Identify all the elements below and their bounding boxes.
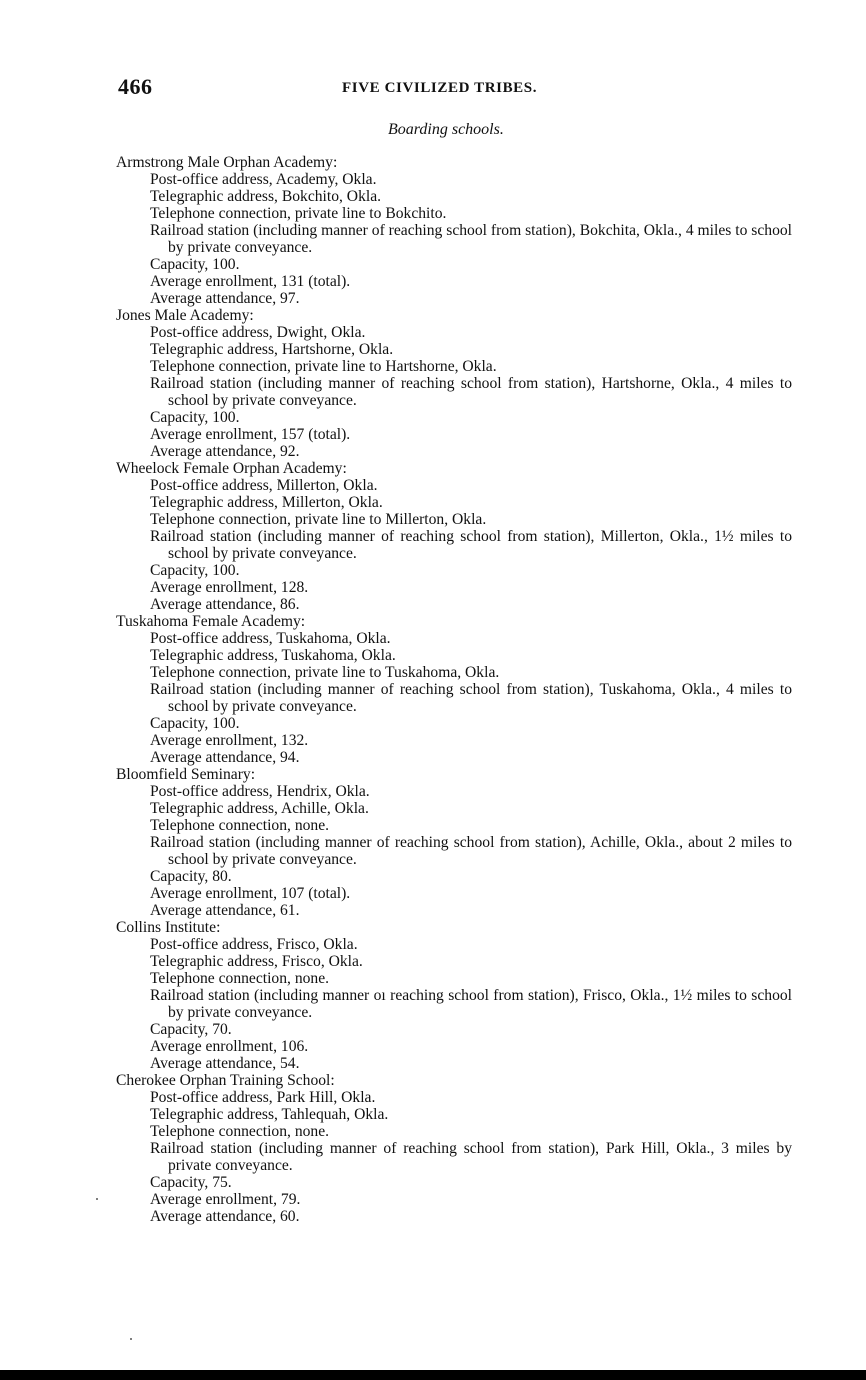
school-detail-line: Capacity, 80. xyxy=(150,868,232,885)
school-details xyxy=(116,936,792,1072)
school-detail-line: Telephone connection, none. xyxy=(150,817,330,834)
school-detail-line: Post-office address, Park Hill, Okla. xyxy=(150,1089,376,1106)
school-entry xyxy=(116,919,792,1072)
school-entry xyxy=(116,307,792,460)
school-detail-line: Average enrollment, 132. xyxy=(150,732,309,749)
school-details xyxy=(116,630,792,766)
school-detail-line: Telephone connection, none. xyxy=(150,970,330,987)
school-detail-line: Telephone connection, private line to Millerton, Okla. xyxy=(150,511,487,528)
school-detail-line: Railroad station (including manner of reaching school from station), Achille, Okla., about 2 miles to school by private conveyance. xyxy=(150,834,792,868)
school-detail-line: Railroad station (including manner of reaching school from station), Millerton, Okla., 1½ miles to school by private conveyance. xyxy=(150,528,792,562)
school-detail-line: Average attendance, 54. xyxy=(150,1055,300,1072)
school-detail-line: Average attendance, 61. xyxy=(150,902,300,919)
school-detail-line: Capacity, 100. xyxy=(150,256,240,273)
school-entry xyxy=(116,613,792,766)
school-name: Bloomfield Seminary: xyxy=(116,766,256,783)
school-details xyxy=(116,1089,792,1225)
school-detail-line: Telephone connection, none. xyxy=(150,1123,330,1140)
school-detail-line: Post-office address, Millerton, Okla. xyxy=(150,477,378,494)
school-detail-line: Railroad station (including manner of reaching school from station), Bokchita, Okla., 4 miles to school by private conveyance. xyxy=(150,222,792,256)
school-entry xyxy=(116,460,792,613)
school-detail-line: Telegraphic address, Tahlequah, Okla. xyxy=(150,1106,389,1123)
school-details xyxy=(116,783,792,919)
school-details xyxy=(116,477,792,613)
school-detail-line: Telephone connection, private line to Bokchito. xyxy=(150,205,447,222)
school-name: Armstrong Male Orphan Academy: xyxy=(116,154,338,171)
scan-speck xyxy=(130,1338,132,1340)
school-detail-line: Capacity, 100. xyxy=(150,562,240,579)
school-detail-line: Average enrollment, 106. xyxy=(150,1038,309,1055)
school-detail-line: Telephone connection, private line to Tuskahoma, Okla. xyxy=(150,664,500,681)
school-details xyxy=(116,324,792,460)
running-head: FIVE CIVILIZED TRIBES. xyxy=(342,80,538,96)
school-detail-line: Average enrollment, 79. xyxy=(150,1191,301,1208)
page-number: 466 xyxy=(118,74,153,99)
school-detail-line: Post-office address, Dwight, Okla. xyxy=(150,324,366,341)
page-bottom-edge xyxy=(0,1370,866,1380)
school-entries xyxy=(116,154,792,1225)
school-detail-line: Telegraphic address, Bokchito, Okla. xyxy=(150,188,382,205)
school-detail-line: Average attendance, 97. xyxy=(150,290,300,307)
section-heading: Boarding schools. xyxy=(388,121,504,138)
school-detail-line: Average enrollment, 107 (total). xyxy=(150,885,351,902)
school-detail-line: Average enrollment, 157 (total). xyxy=(150,426,351,443)
school-detail-line: Capacity, 75. xyxy=(150,1174,232,1191)
school-detail-line: Capacity, 100. xyxy=(150,409,240,426)
school-detail-line: Capacity, 100. xyxy=(150,715,240,732)
school-name: Collins Institute: xyxy=(116,919,221,936)
school-detail-line: Average attendance, 92. xyxy=(150,443,300,460)
school-name: Wheelock Female Orphan Academy: xyxy=(116,460,347,477)
school-detail-line: Capacity, 70. xyxy=(150,1021,232,1038)
school-detail-line: Telegraphic address, Frisco, Okla. xyxy=(150,953,363,970)
school-name: Tuskahoma Female Academy: xyxy=(116,613,306,630)
school-details xyxy=(116,171,792,307)
school-detail-line: Railroad station (including manner of reaching school from station), Hartshorne, Okla., 4 miles to school by private conveyance. xyxy=(150,375,792,409)
school-entry xyxy=(116,154,792,307)
school-detail-line: Telegraphic address, Millerton, Okla. xyxy=(150,494,383,511)
school-entry xyxy=(116,766,792,919)
scan-speck xyxy=(96,1198,98,1200)
school-detail-line: Telephone connection, private line to Hartshorne, Okla. xyxy=(150,358,497,375)
school-detail-line: Post-office address, Academy, Okla. xyxy=(150,171,377,188)
school-detail-line: Telegraphic address, Achille, Okla. xyxy=(150,800,369,817)
school-detail-line: Average attendance, 94. xyxy=(150,749,300,766)
school-detail-line: Average enrollment, 128. xyxy=(150,579,309,596)
school-detail-line: Railroad station (including manner of reaching school from station), Park Hill, Okla., 3 miles by private conveyance. xyxy=(150,1140,792,1174)
school-entry xyxy=(116,1072,792,1225)
school-detail-line: Post-office address, Hendrix, Okla. xyxy=(150,783,370,800)
school-detail-line: Telegraphic address, Hartshorne, Okla. xyxy=(150,341,394,358)
school-detail-line: Average enrollment, 131 (total). xyxy=(150,273,351,290)
school-detail-line: Post-office address, Tuskahoma, Okla. xyxy=(150,630,391,647)
school-detail-line: Railroad station (including manner of reaching school from station), Tuskahoma, Okla., 4 miles to school by private conveyance. xyxy=(150,681,792,715)
school-detail-line: Average attendance, 86. xyxy=(150,596,300,613)
school-detail-line: Telegraphic address, Tuskahoma, Okla. xyxy=(150,647,396,664)
school-name: Cherokee Orphan Training School: xyxy=(116,1072,335,1089)
school-detail-line: Post-office address, Frisco, Okla. xyxy=(150,936,358,953)
school-detail-line: Average attendance, 60. xyxy=(150,1208,300,1225)
school-detail-line: Railroad station (including manner oı reaching school from station), Frisco, Okla., 1½ miles to school by private conveyance. xyxy=(150,987,792,1021)
school-name: Jones Male Academy: xyxy=(116,307,254,324)
